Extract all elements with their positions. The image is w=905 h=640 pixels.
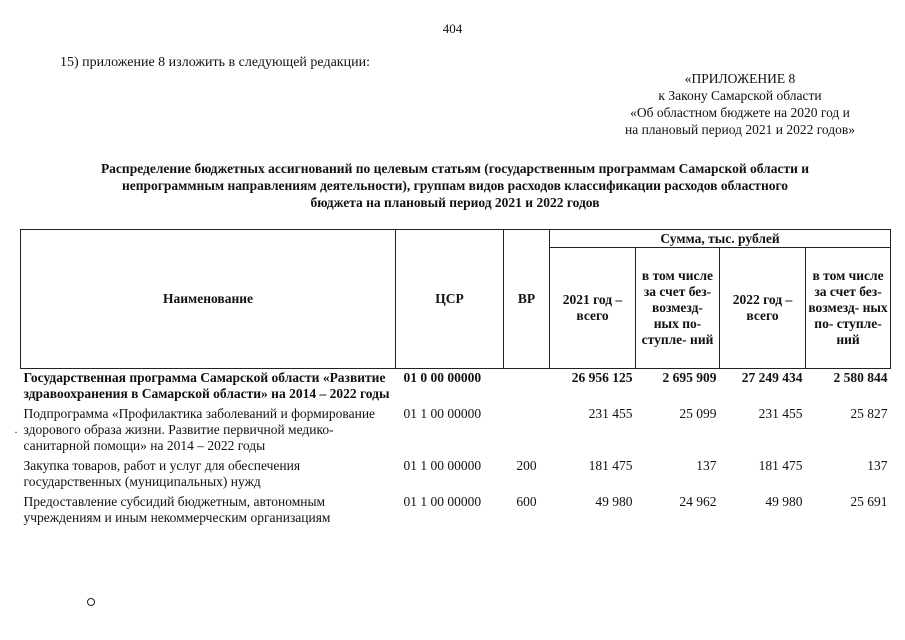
row-2022-gratis: 25 691 (850, 494, 888, 509)
table-row (21, 369, 891, 406)
table-row (21, 405, 891, 457)
heading-line-3: бюджета на плановый период 2021 и 2022 годов (310, 195, 600, 210)
table-row (21, 493, 891, 529)
col-header-sum-group: Сумма, тыс. рублей (550, 230, 891, 248)
row-vr (504, 369, 550, 406)
row-2022-gratis: 137 (867, 458, 888, 473)
row-2021-total: 181 475 (588, 458, 633, 473)
table-header (21, 230, 891, 369)
row-vr: 600 (516, 494, 537, 509)
row-2022-total: 231 455 (758, 406, 803, 421)
row-2022-total: 49 980 (765, 494, 803, 509)
row-name: Государственная программа Самарской области «Развитие здравоохранения в Самарской области» на 2014 – 2022 годы (23, 370, 390, 401)
row-csr: 01 1 00 00000 (403, 406, 482, 421)
row-csr: 01 0 00 00000 (403, 370, 482, 385)
stray-circle-mark (87, 598, 95, 606)
appendix-header (595, 70, 885, 138)
heading-line-1: Распределение бюджетных ассигнований по целевым статьям (государственным программам Самарской области и (100, 161, 810, 176)
page-number: 404 (442, 21, 463, 36)
row-csr: 01 1 00 00000 (403, 458, 482, 473)
row-2022-gratis: 2 580 844 (833, 370, 888, 385)
margin-tick-mark: · (14, 425, 18, 439)
table-row (21, 457, 891, 493)
row-2022-total: 181 475 (758, 458, 803, 473)
appendix-law-title-line2: на плановый период 2021 и 2022 годов» (624, 122, 855, 137)
col-header-csr: ЦСР (396, 230, 504, 369)
col-header-vr: ВР (504, 230, 550, 369)
appendix-title: «ПРИЛОЖЕНИЕ 8 (684, 71, 796, 86)
document-heading (40, 160, 870, 211)
col-header-2021-gratis: в том числе за счет без- возмезд- ных по- ступле- ний (636, 248, 720, 369)
row-2022-gratis: 25 827 (850, 406, 888, 421)
row-name: Подпрограмма «Профилактика заболеваний и формирование здорового образа жизни. Развитие первичной медико-санитарной помощи» на 2014 – 2022 годы (23, 406, 376, 453)
row-vr: 200 (516, 458, 537, 473)
heading-line-2: непрограммным направлениям деятельности), группам видов расходов классификации расходов областного (121, 178, 789, 193)
row-2021-gratis: 25 099 (679, 406, 717, 421)
col-header-2022-gratis: в том числе за счет без- возмезд- ных по- ступле- ний (806, 248, 891, 369)
col-header-2021-total: 2021 год – всего (550, 248, 636, 369)
row-2021-total: 231 455 (588, 406, 633, 421)
appendix-law-title-line1: «Об областном бюджете на 2020 год и (630, 105, 850, 120)
row-2021-total: 49 980 (595, 494, 633, 509)
table-body (21, 369, 891, 530)
row-2022-total: 27 249 434 (741, 370, 803, 385)
row-name: Предоставление субсидий бюджетным, автономным учреждениям и иным некоммерческим организациям (23, 494, 331, 525)
appendix-law-reference: к Закону Самарской области (658, 88, 822, 103)
amendment-instruction: 15) приложение 8 изложить в следующей редакции: (60, 55, 370, 70)
row-vr (504, 405, 550, 457)
row-2021-gratis: 137 (696, 458, 717, 473)
col-header-name: Наименование (21, 230, 396, 369)
row-2021-total: 26 956 125 (571, 370, 633, 385)
row-csr: 01 1 00 00000 (403, 494, 482, 509)
row-name: Закупка товаров, работ и услуг для обеспечения государственных (муниципальных) нужд (23, 458, 301, 489)
budget-allocation-table (20, 229, 891, 529)
col-header-2022-total: 2022 год – всего (720, 248, 806, 369)
row-2021-gratis: 2 695 909 (662, 370, 717, 385)
row-2021-gratis: 24 962 (679, 494, 717, 509)
